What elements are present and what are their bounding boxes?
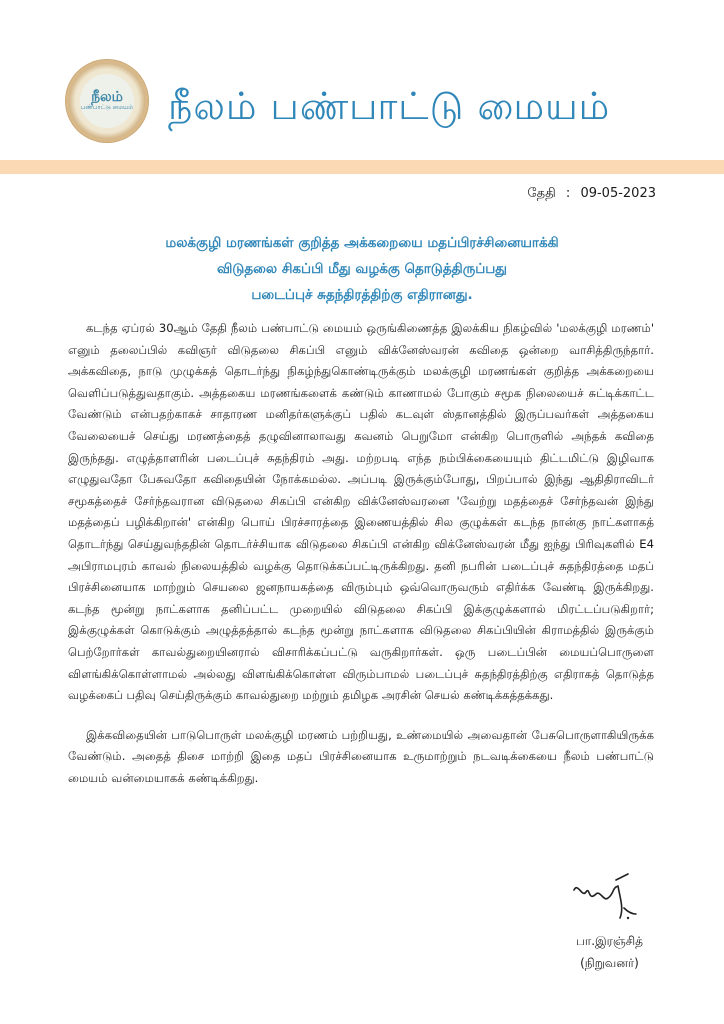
signatory-role: (நிறுவனர்) bbox=[580, 956, 639, 970]
handwritten-signature bbox=[568, 868, 648, 924]
logo-inner bbox=[80, 74, 134, 128]
signatory-name: பா.இரஞ்சித் bbox=[576, 934, 643, 948]
signatory-block bbox=[576, 930, 643, 974]
header-band bbox=[0, 160, 724, 174]
logo-text-main: நீலம் bbox=[91, 89, 123, 105]
date-line bbox=[527, 186, 656, 202]
statement-title bbox=[60, 230, 664, 308]
date-value: 09-05-2023 bbox=[580, 186, 656, 201]
logo-emblem bbox=[66, 60, 148, 142]
logo-text-sub: பண்பாட்டு மையம் bbox=[80, 104, 134, 111]
org-name: நீலம் பண்பாட்டு மையம் bbox=[168, 84, 611, 128]
body-paragraph: கடந்த ஏப்ரல் 30ஆம் தேதி நீலம் பண்பாட்டு மையம் ஒருங்கிணைத்த இலக்கிய நிகழ்வில் 'மலக்குழி மரணம்' எனும் தலைப்பில் கவிஞர் விடுதலை சிகப்பி எனும் விக்னேஸ்வரன் கவிதை ஒன்றை வாசித்திருந்தார். அக்கவிதை, நாடு முழுக்கத் தொடர்ந்து நிகழ்ந்துகொண்டிருக்கும் மலக்குழி மரணங்கள் குறித்த அக்கறையை வெளிப்படுத்துவதாகும். அத்தகைய மரணங்களைக் கண்டும் காணாமல் போகும் சமூக நிலையைச் சுட்டிக்காட்ட வேண்டும் என்பதற்காகச் சாதாரண மனிதர்களுக்குப் பதில் கடவுள் ஸ்தானத்தில் இருப்பவர்கள் அத்தகைய வேலையைச் செய்து மரணத்தைத் தழுவினாலாவது கவனம் பெறுமோ என்கிற பொருளில் அந்தக் கவிதை இருந்தது. எழுத்தாளரின் படைப்புச் சுதந்திரம் அது. மற்றபடி எந்த நம்பிக்கையையும் திட்டமிட்டு இழிவாக எழுதுவதோ பேசுவதோ கவிதையின் நோக்கமல்ல. அப்படி இருக்கும்போது, பிறப்பால் இந்து ஆதிதிராவிடர் சமூகத்தைச் சேர்ந்தவரான விடுதலை சிகப்பி என்கிற விக்னேஸ்வரனை 'வேற்று மதத்தைச் சேர்ந்தவன் இந்து மதத்தைப் பழிக்கிறான்' என்கிற பொய் பிரச்சாரத்தை இணையத்தில் சில குழுக்கள் கடந்த நான்கு நாட்களாகத் தொடர்ந்து செய்துவந்ததின் தொடர்ச்சியாக விடுதலை சிகப்பி என்கிற விக்னேஸ்வரன் மீது ஐந்து பிரிவுகளில் E4 அபிராமபுரம் காவல் நிலையத்தில் வழக்கு தொடுக்கப்பட்டிருக்கிறது. தனி நபரின் படைப்புச் சுதந்திரத்தை மதப் பிரச்சினையாக மாற்றும் செயலை ஜனநாயகத்தை விரும்பும் ஒவ்வொருவரும் எதிர்க்க வேண்டி இருக்கிறது. கடந்த மூன்று நாட்களாக தனிப்பட்ட முறையில் விடுதலை சிகப்பி இக்குழுக்களால் மிரட்டப்படுகிறார்; இக்குழுக்கள் கொடுக்கும் அழுத்தத்தால் கடந்த மூன்று நாட்களாக விடுதலை சிகப்பியின் கிராமத்தில் இருக்கும் பெற்றோர்கள் காவல்துறையினரால் விசாரிக்கப்பட்டு வருகிறார்கள். ஒரு படைப்பின் மையப்பொருளை விளங்கிக்கொள்ளாமல் அல்லது விளங்கிக்கொள்ள விரும்பாமல் படைப்புச் சுதந்திரத்திற்கு எதிராகத் தொடுத்த வழக்கைப் பதிவு செய்திருக்கும் காவல்துறை மற்றும் தமிழக அரசின் செயல் கண்டிக்கத்தக்கது. bbox=[68, 321, 654, 703]
date-separator: : bbox=[565, 186, 571, 201]
date-label: தேதி bbox=[527, 186, 556, 201]
title-line: படைப்புச் சுதந்திரத்திற்கு எதிரானது. bbox=[251, 287, 473, 303]
title-line: விடுதலை சிகப்பி மீது வழக்கு தொடுத்திருப்பது bbox=[216, 261, 508, 277]
title-line: மலக்குழி மரணங்கள் குறித்த அக்கறையை மதப்பிரச்சினையாக்கி bbox=[165, 235, 559, 251]
statement-body bbox=[68, 318, 654, 807]
body-paragraph: இக்கவிதையின் பாடுபொருள் மலக்குழி மரணம் பற்றியது, உண்மையில் அவைதான் பேசுபொருளாகியிருக்க வேண்டும். அதைத் திசை மாற்றி இதை மதப் பிரச்சினையாக உருமாற்றும் நடவடிக்கையை நீலம் பண்பாட்டு மையம் வன்மையாகக் கண்டிக்கிறது. bbox=[68, 727, 654, 785]
letterhead bbox=[0, 0, 724, 160]
